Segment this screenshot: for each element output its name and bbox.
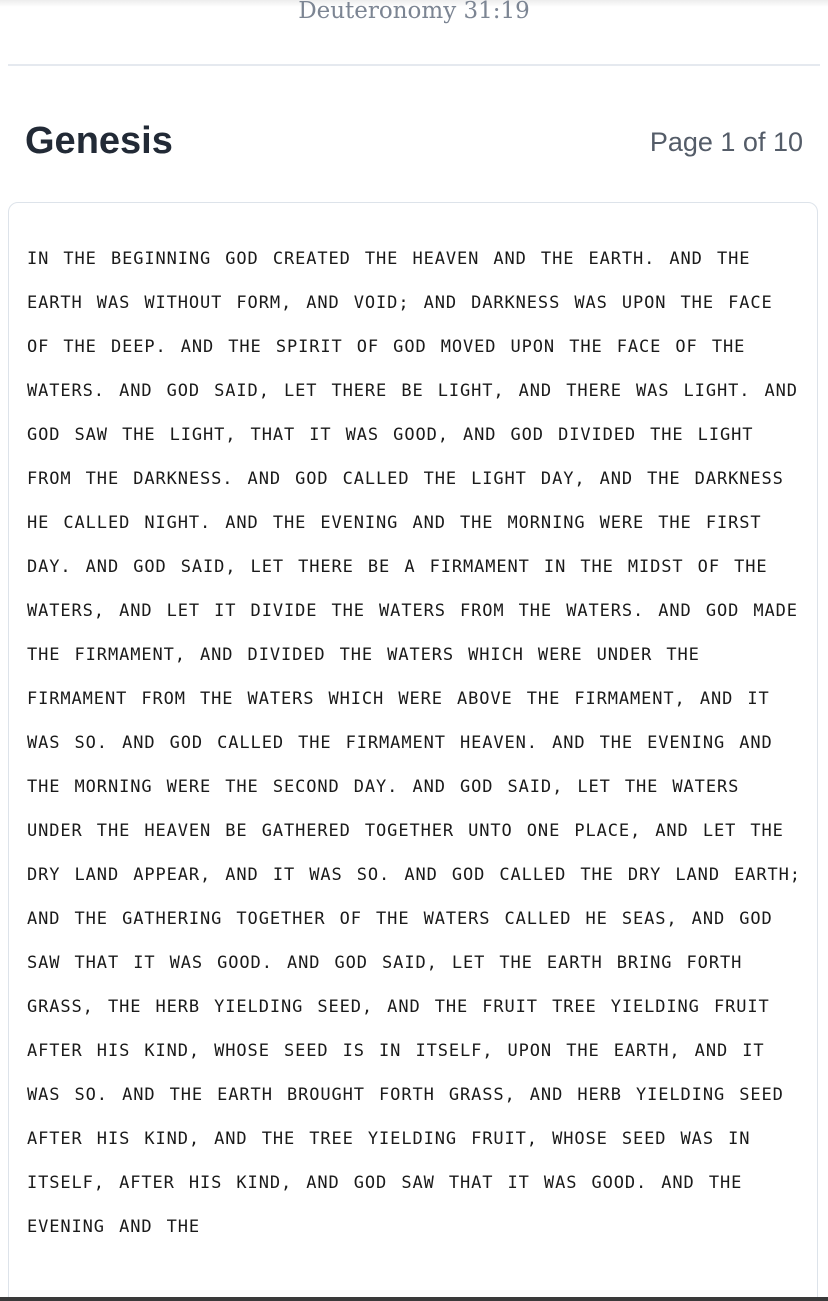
page-indicator: Page 1 of 10	[649, 127, 803, 157]
chapter-text-card[interactable]	[8, 202, 818, 1301]
bottom-edge	[0, 1297, 828, 1301]
book-title: Genesis	[25, 120, 173, 162]
verse-header	[0, 0, 828, 64]
chapter-text: IN THE BEGINNING GOD CREATED THE HEAVEN AND THE EARTH. AND THE EARTH WAS WITHOUT FORM, AND VOID; AND DARKNESS WAS UPON THE FACE OF THE DEEP. AND THE SPIRIT OF GOD MOVED UPON THE FACE OF THE WATERS. AND GOD SAID, LET THERE BE LIGHT, AND THERE WAS LIGHT. AND GOD SAW THE LIGHT, THAT IT WAS GOOD, AND GOD DIVIDED THE LIGHT FROM THE DARKNESS. AND GOD CALLED THE LIGHT DAY, AND THE DARKNESS HE CALLED NIGHT. AND THE EVENING AND THE MORNING WERE THE FIRST DAY. AND GOD SAID, LET THERE BE A FIRMAMENT IN THE MIDST OF THE WATERS, AND LET IT DIVIDE THE WATERS FROM THE WATERS. AND GOD MADE THE FIRMAMENT, AND DIVIDED THE WATERS WHICH WERE UNDER THE FIRMAMENT FROM THE WATERS WHICH WERE ABOVE THE FIRMAMENT, AND IT WAS SO. AND GOD CALLED THE FIRMAMENT HEAVEN. AND THE EVENING AND THE MORNING WERE THE SECOND DAY. AND GOD SAID, LET THE WATERS UNDER THE HEAVEN BE GATHERED TOGETHER UNTO ONE PLACE, AND LET THE DRY LAND APPEAR, AND IT WAS SO. AND GOD CALLED THE DRY LAND EARTH; AND THE GATHERING TOGETHER OF THE WATERS CALLED HE SEAS, AND GOD SAW THAT IT WAS GOOD. AND GOD SAID, LET THE EARTH BRING FORTH GRASS, THE HERB YIELDING SEED, AND THE FRUIT TREE YIELDING FRUIT AFTER HIS KIND, WHOSE SEED IS IN ITSELF, UPON THE EARTH, AND IT WAS SO. AND THE EARTH BROUGHT FORTH GRASS, AND HERB YIELDING SEED AFTER HIS KIND, AND THE TREE YIELDING FRUIT, WHOSE SEED WAS IN ITSELF, AFTER HIS KIND, AND GOD SAW THAT IT WAS GOOD. AND THE EVENING AND THE	[27, 249, 801, 1237]
verse-reference[interactable]: Deuteronomy 31:19	[298, 0, 530, 24]
section-divider	[8, 64, 820, 66]
